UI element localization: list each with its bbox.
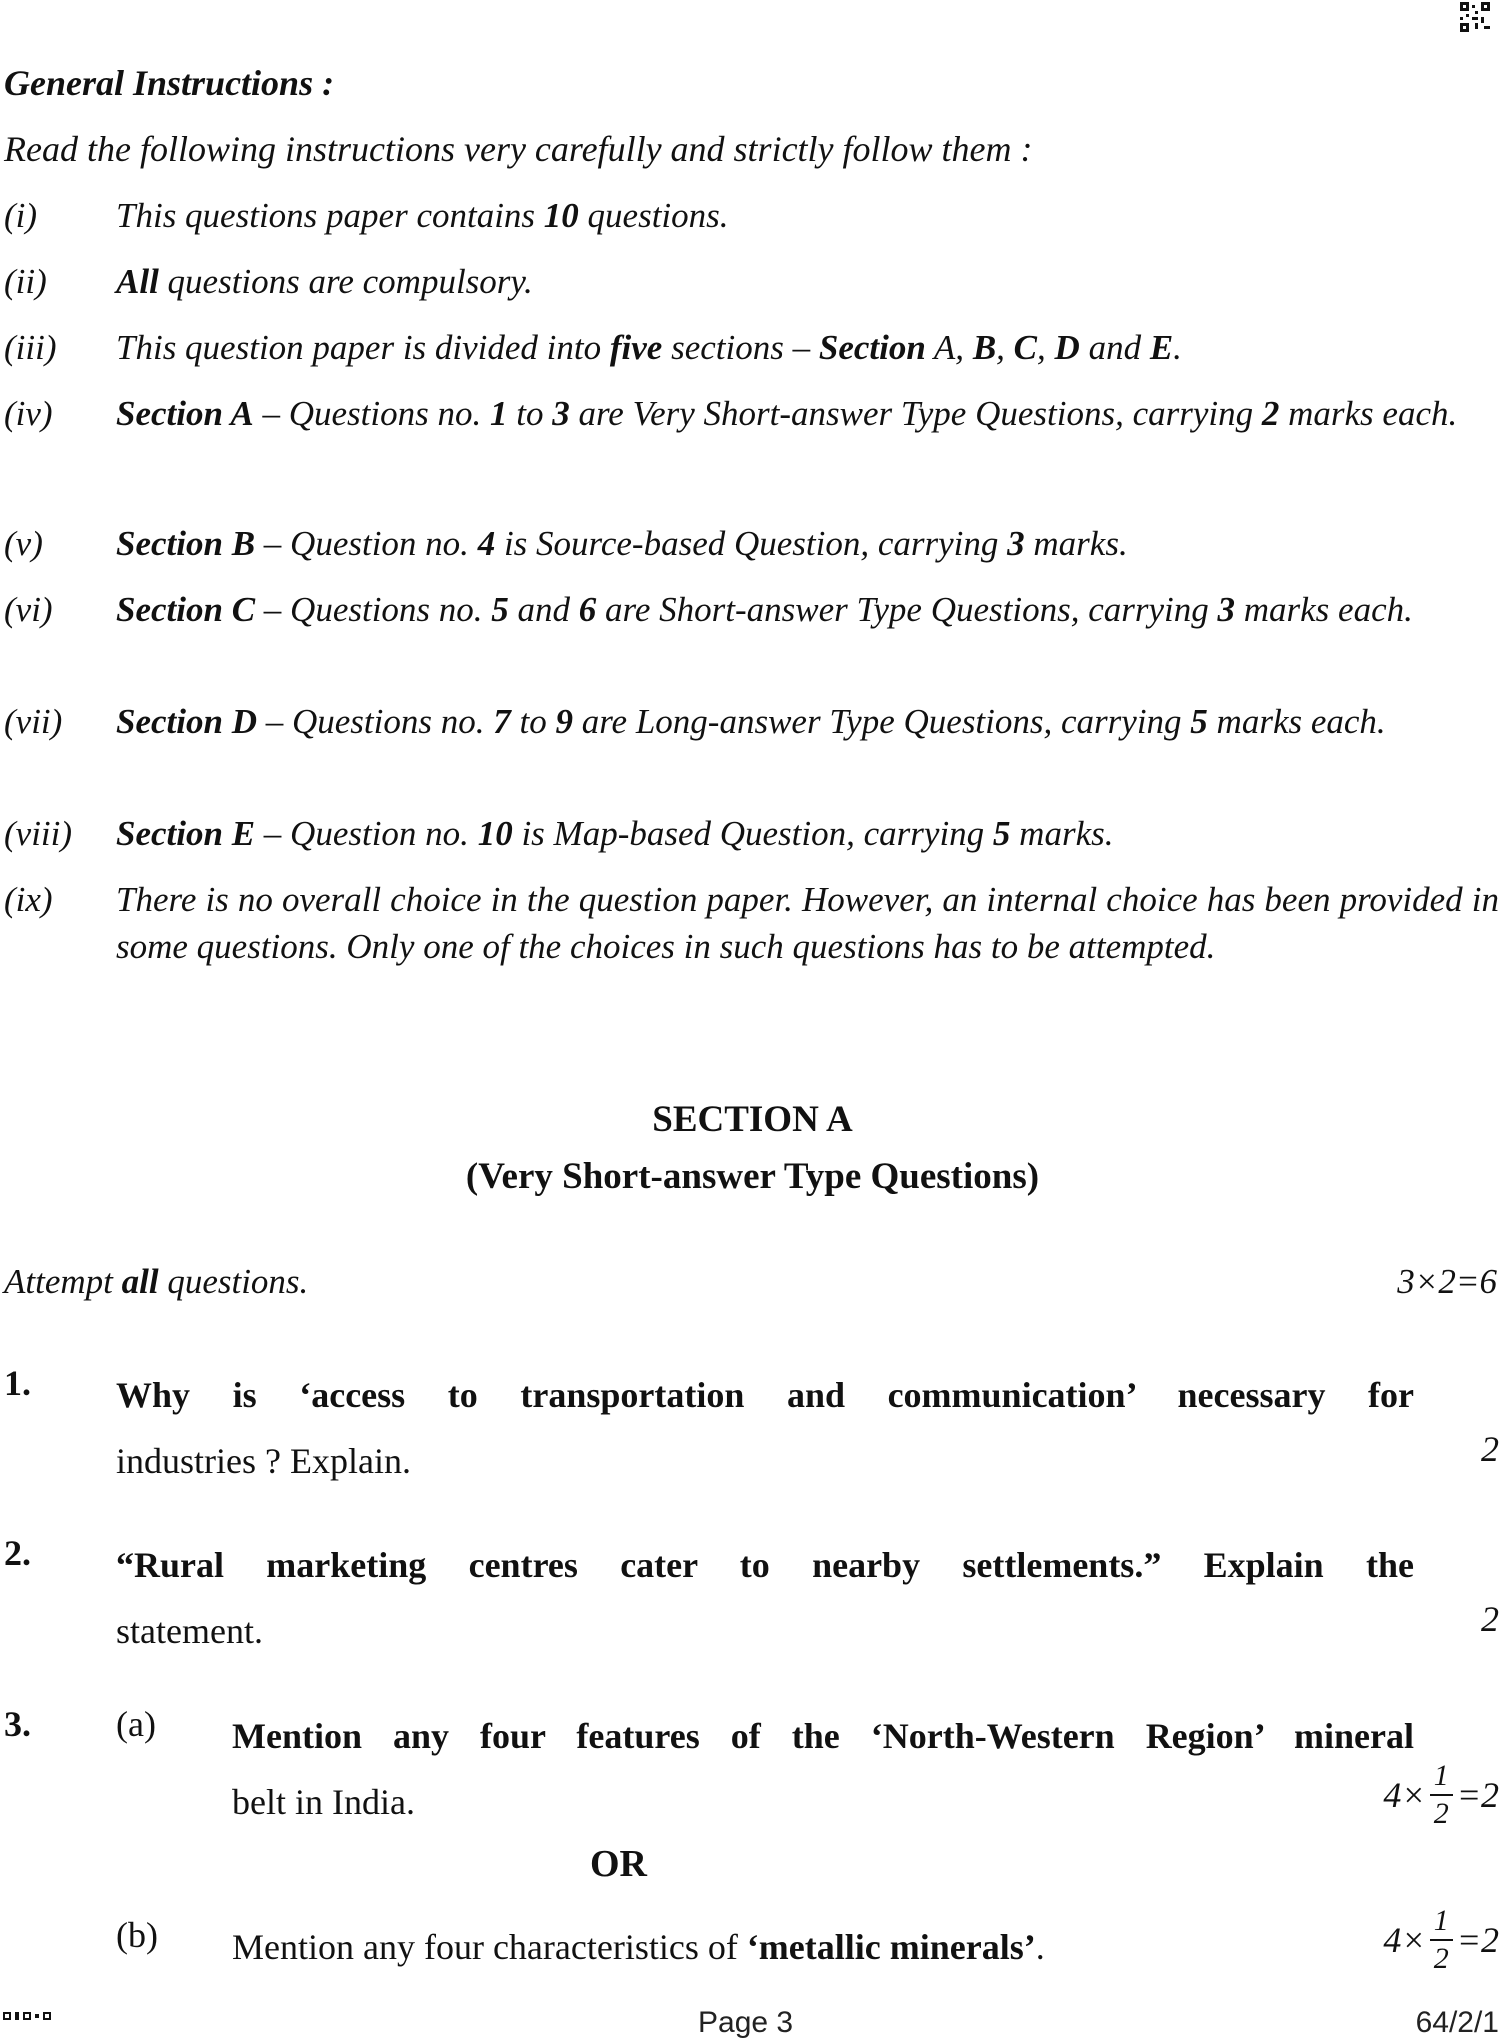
attempt-instruction: Attempt all questions.	[4, 1262, 309, 1301]
option-a-text-line2: belt in India.	[232, 1782, 415, 1822]
footer-page-number: Page 3	[698, 2006, 794, 2039]
instruction-number: (ix)	[4, 880, 53, 919]
option-b-marks: 4× $\frac{1}{2}$ =2	[1383, 1904, 1499, 1975]
instruction-number: (v)	[4, 524, 43, 563]
instruction-item	[4, 390, 1499, 437]
instruction-number: (iii)	[4, 328, 57, 367]
instruction-text: Section E – Question no. 10 is Map-based Question, carrying 5 marks.	[116, 814, 1114, 853]
question-3	[4, 1703, 1499, 1835]
instruction-number: (i)	[4, 196, 38, 235]
question-text-line2: statement.	[116, 1611, 263, 1651]
question-1	[4, 1362, 1499, 1494]
instruction-text: Section A – Questions no. 1 to 3 are Very Short-answer Type Questions, carrying 2 marks each.	[116, 394, 1458, 433]
instruction-text: This question paper is divided into five sections – Section A, B, C, D and E.	[116, 328, 1182, 367]
instruction-text: This questions paper contains 10 questions.	[116, 196, 729, 235]
footer-paper-code: 64/2/1	[1415, 2006, 1499, 2039]
question-number: 3.	[4, 1704, 31, 1744]
question-text-line2: industries ? Explain.	[116, 1441, 411, 1481]
instruction-number: (vi)	[4, 590, 53, 629]
instruction-number: (viii)	[4, 814, 73, 853]
section-a-marks: 3×2=6	[1397, 1262, 1497, 1301]
instruction-text: Section C – Questions no. 5 and 6 are Short-answer Type Questions, carrying 3 marks each.	[116, 590, 1413, 629]
option-a-text-line1: Mention any four features of the ‘North-Western Region’ mineral	[232, 1716, 1414, 1756]
option-a-label: (a)	[116, 1704, 156, 1744]
instruction-item	[4, 876, 1499, 970]
instruction-item	[4, 258, 1499, 305]
question-marks: 2	[1481, 1429, 1499, 1469]
question-marks: 2	[1481, 1599, 1499, 1639]
question-number: 1.	[4, 1363, 31, 1403]
instruction-item	[4, 810, 1499, 857]
general-instructions-title: General Instructions :	[4, 63, 335, 103]
instruction-number: (iv)	[4, 394, 53, 433]
general-instructions-intro: Read the following instructions very carefully and strictly follow them :	[4, 129, 1033, 169]
question-2	[4, 1532, 1499, 1664]
question-text-line1: “Rural marketing centres cater to nearby settlements.” Explain the	[116, 1545, 1414, 1585]
or-separator: OR	[590, 1843, 647, 1885]
instruction-text: Section B – Question no. 4 is Source-based Question, carrying 3 marks.	[116, 524, 1128, 563]
qr-code-icon	[1460, 2, 1490, 32]
instruction-item	[4, 192, 1499, 239]
instruction-number: (vii)	[4, 702, 63, 741]
instruction-item	[4, 520, 1499, 567]
section-a-title: SECTION A	[652, 1099, 853, 1140]
instruction-item	[4, 324, 1499, 371]
option-b-text: Mention any four characteristics of ‘metallic minerals’.	[232, 1927, 1045, 1967]
instruction-text: Section D – Questions no. 7 to 9 are Long-answer Type Questions, carrying 5 marks each.	[116, 702, 1386, 741]
question-3-option-b	[4, 1904, 1499, 1980]
instruction-text: There is no overall choice in the question paper. However, an internal choice has been provided in some questions. Only one of the choices in such questions has to be attempted.	[116, 880, 1499, 966]
instruction-item	[4, 586, 1499, 633]
question-text-line1: Why is ‘access to transportation and communication’ necessary for	[116, 1375, 1414, 1415]
option-a-marks: 4× $\frac{1}{2}$ =2	[1383, 1759, 1499, 1830]
question-number: 2.	[4, 1533, 31, 1573]
instruction-item	[4, 698, 1499, 745]
instruction-number: (ii)	[4, 262, 47, 301]
option-b-label: (b)	[116, 1915, 158, 1955]
section-a-subtitle: (Very Short-answer Type Questions)	[465, 1156, 1040, 1197]
qr-code-icon	[3, 2012, 59, 2034]
instruction-text: All questions are compulsory.	[116, 262, 533, 301]
